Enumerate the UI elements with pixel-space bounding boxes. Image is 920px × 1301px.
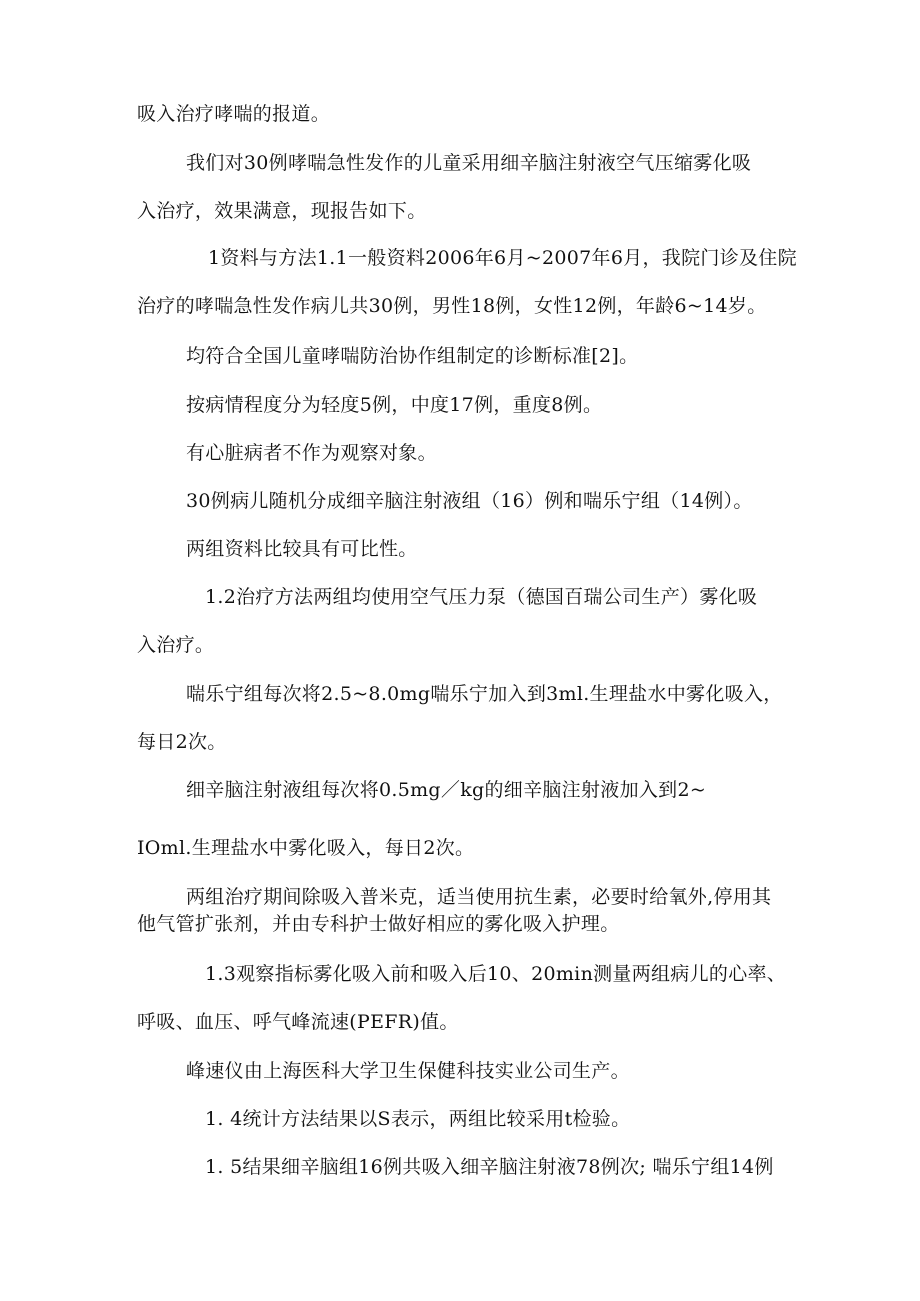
text-line: 治疗的哮喘急性发作病儿共30例，男性18例，女性12例，年龄6~14岁。 bbox=[137, 295, 767, 317]
text-line: 1.2治疗方法两组均使用空气压力泵（德国百瑞公司生产）雾化吸 bbox=[205, 586, 758, 608]
text-line: 1资料与方法1.1一般资料2006年6月~2007年6月，我院门诊及住院 bbox=[208, 247, 797, 269]
text-line: 1.3观察指标雾化吸入前和吸入后10、20min测量两组病儿的心率、 bbox=[205, 963, 787, 985]
text-line: 1. 5结果细辛脑组16例共吸入细辛脑注射液78例次; 喘乐宁组14例 bbox=[205, 1156, 774, 1178]
text-line: 我们对30例哮喘急性发作的儿童采用细辛脑注射液空气压缩雾化吸 bbox=[186, 152, 752, 174]
text-line: 呼吸、血压、呼气峰流速(PEFR)值。 bbox=[137, 1011, 459, 1033]
text-line: 吸入治疗哮喘的报道。 bbox=[137, 103, 331, 125]
text-line: 喘乐宁组每次将2.5~8.0mg喘乐宁加入到3ml.生理盐水中雾化吸入， bbox=[186, 683, 783, 705]
text-line: 有心脏病者不作为观察对象。 bbox=[186, 442, 437, 464]
text-line: 入治疗，效果满意，现报告如下。 bbox=[137, 200, 427, 222]
text-line: 细辛脑注射液组每次将0.5mg／kg的细辛脑注射液加入到2~ bbox=[186, 779, 707, 801]
text-line: 30例病儿随机分成细辛脑注射液组（16）例和喘乐宁组（14例）。 bbox=[186, 490, 753, 512]
text-line: 按病情程度分为轻度5例，中度17例，重度8例。 bbox=[186, 394, 603, 416]
text-line: 1. 4统计方法结果以S表示，两组比较采用t检验。 bbox=[205, 1108, 631, 1130]
text-line: 均符合全国儿童哮喘防治协作组制定的诊断标准[2]。 bbox=[186, 345, 639, 367]
text-line: 峰速仪由上海医科大学卫生保健科技实业公司生产。 bbox=[186, 1060, 630, 1082]
text-line: 每日2次。 bbox=[137, 731, 227, 753]
text-line: 两组资料比较具有可比性。 bbox=[186, 538, 418, 560]
text-line: 两组治疗期间除吸入普米克，适当使用抗生素，必要时给氧外,停用其 bbox=[186, 886, 772, 908]
text-line: 他气管扩张剂，并由专科护士做好相应的雾化吸入护理。 bbox=[137, 913, 620, 935]
text-line: 入治疗。 bbox=[137, 634, 215, 656]
text-line: IOml.生理盐水中雾化吸入，每日2次。 bbox=[137, 837, 475, 859]
